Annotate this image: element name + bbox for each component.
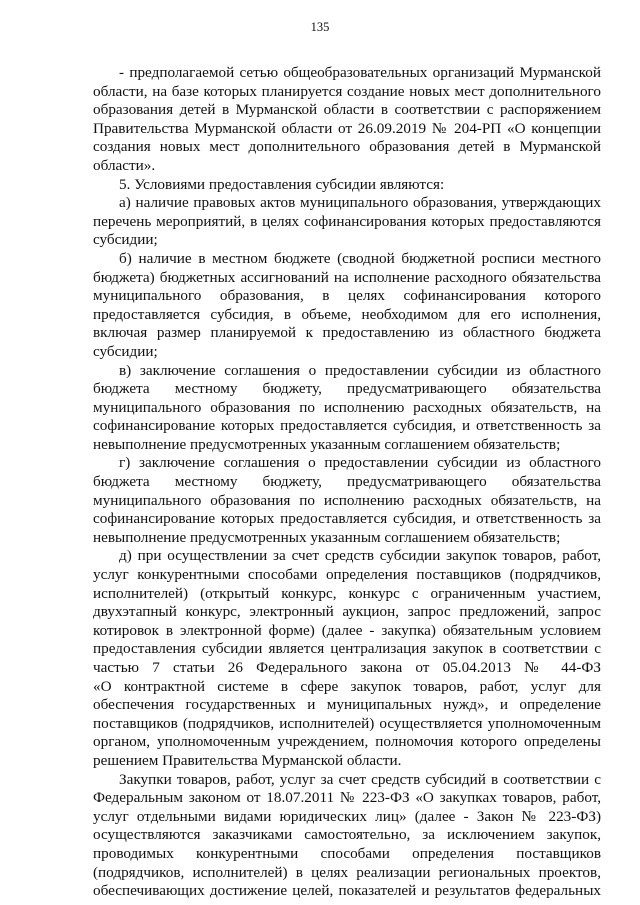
text-line: области, на базе которых планируется создание новых мест дополнительного	[93, 82, 601, 100]
text-line: услуг отдельными видами юридических лиц» (далее - Закон № 223-ФЗ)	[93, 807, 601, 825]
text-line: субсидии;	[93, 342, 158, 360]
text-line: обеспечения государственных и муниципальных нужд», и определение	[93, 696, 601, 714]
text-line: софинансирование которых предоставляется субсидия, и ответственность за	[93, 417, 601, 435]
document-body	[93, 64, 601, 901]
text-line: образования детей в Мурманской области в соответствии с распоряжением	[93, 101, 601, 119]
text-line: б) наличие в местном бюджете (сводной бюджетной росписи местного	[119, 249, 601, 267]
text-line: г) заключение соглашения о предоставлении субсидии из областного	[119, 454, 601, 472]
text-line: частью 7 статьи 26 Федерального закона от 05.04.2013 № 44-ФЗ	[93, 659, 601, 676]
text-line: «О контрактной системе в сфере закупок товаров, работ, услуг для	[93, 677, 601, 695]
text-line: в) заключение соглашения о предоставлении субсидии из областного	[119, 361, 601, 379]
text-line: невыполнение предусмотренных указанным соглашением обязательств;	[93, 435, 561, 453]
text-line: Закупки товаров, работ, услуг за счет средств субсидий в соответствии с	[119, 770, 601, 788]
text-line: муниципального образования по исполнению расходных обязательств, на	[93, 398, 601, 416]
text-line: бюджета местному бюджету, предусматривающего обязательства	[93, 380, 601, 398]
text-line: решением Правительства Мурманской области.	[93, 751, 402, 769]
text-line: котировок в электронной форме) (далее - закупка) обязательным условием	[93, 621, 601, 639]
text-line: области».	[93, 156, 156, 174]
text-line: 5. Условиями предоставления субсидии являются:	[119, 175, 445, 193]
text-line: софинансирование которых предоставляется субсидия, и ответственность за	[93, 510, 601, 528]
text-line: муниципального образования, в целях софинансирования которого	[93, 287, 601, 305]
text-line: бюджета местному бюджету, предусматривающего обязательства	[93, 473, 601, 491]
text-line: перечень мероприятий, в целях софинансирования которых предоставляются	[93, 212, 601, 230]
text-line: услуг конкурентными способами определения поставщиков (подрядчиков,	[93, 566, 601, 584]
text-line: поставщиков (подрядчиков, исполнителей) осуществляется уполномоченным	[93, 714, 601, 732]
text-line: органом, уполномоченным учреждением, полномочия которого определены	[93, 733, 601, 751]
text-line: предоставления субсидии является централизация закупок в соответствии с	[93, 640, 601, 658]
text-line: осуществляются заказчиками самостоятельно, за исключением закупок,	[93, 826, 601, 844]
text-line: обеспечивающих достижение целей, показателей и результатов федеральных	[93, 882, 601, 900]
page-number: 135	[310, 20, 330, 34]
text-line: двухэтапный конкурс, электронный аукцион, запрос предложений, запрос	[93, 603, 601, 621]
text-line: - предполагаемой сетью общеобразовательных организаций Мурманской	[119, 64, 601, 81]
text-line: невыполнение предусмотренных указанным соглашением обязательств;	[93, 528, 561, 546]
text-line: создания новых мест дополнительного образования детей в Мурманской	[93, 138, 601, 156]
text-line: Правительства Мурманской области от 26.09.2019 № 204-РП «О концепции	[93, 119, 601, 137]
text-line: субсидии;	[93, 231, 158, 249]
text-line: включая размер планируемой к предоставлению из областного бюджета	[93, 324, 601, 342]
text-line: проводимых конкурентными способами определения поставщиков	[93, 844, 601, 862]
text-line: бюджета) бюджетных ассигнований на исполнение расходного обязательства	[93, 268, 601, 286]
text-line: а) наличие правовых актов муниципального образования, утверждающих	[119, 194, 601, 212]
text-line: исполнителей) (открытый конкурс, конкурс с ограниченным участием,	[93, 584, 601, 602]
text-line: Федеральным законом от 18.07.2011 № 223-ФЗ «О закупках товаров, работ,	[93, 789, 601, 807]
text-line: муниципального образования по исполнению расходных обязательств, на	[93, 491, 601, 509]
text-line: д) при осуществлении за счет средств субсидии закупок товаров, работ,	[119, 547, 601, 565]
text-line: предоставляется субсидия, в объеме, необходимом для его исполнения,	[93, 305, 601, 323]
text-line: (подрядчиков, исполнителей) в целях реализации региональных проектов,	[93, 863, 601, 881]
